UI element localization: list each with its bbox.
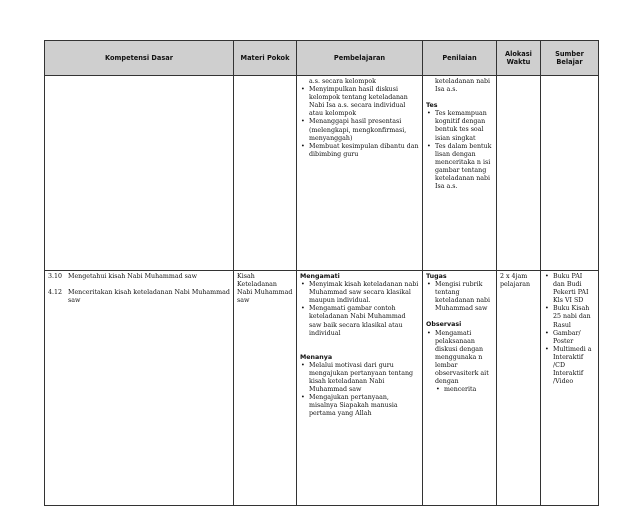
row1-pembelajaran — [297, 76, 423, 271]
header-penilaian: Penilaian — [423, 41, 497, 76]
kd-item — [48, 273, 230, 281]
list-item: • Tes dalam bentuk lisan dengan menceritaka n isi gambar tentang keteladanan nabi Isa a.s. — [426, 143, 493, 192]
list-item: • Buku PAI dan Budi Pekerti PAI Kls VI SD — [544, 273, 595, 305]
header-row — [45, 41, 599, 76]
kd-text: Menceritakan kisah keteladanan Nabi Muhammad saw — [68, 289, 230, 305]
observasi-heading: Observasi — [426, 321, 462, 329]
list-item: • Buku Kisah 25 nabi dan Rasul — [544, 305, 595, 329]
kd-text: Mengetahui kisah Nabi Muhammad saw — [68, 273, 197, 280]
syllabus-table — [44, 40, 599, 506]
row1-pembelajaran-list — [300, 86, 419, 159]
row1-penilaian-heading: Tes — [426, 102, 438, 110]
row2-pembelajaran — [297, 271, 423, 506]
row1-penilaian-list — [426, 110, 493, 191]
list-item: • Menyimak kisah keteladanan nabi Muhammad saw secara klasikal maupun individual. — [300, 281, 419, 305]
observasi-list — [426, 330, 493, 387]
list-item: • Multimedi a Interaktif /CD Interaktif /Video — [544, 346, 595, 386]
list-item: • Menyimpulkan hasil diskusi kelompok tentang keteladanan Nabi Isa a.s. secara individual atau kelompok — [300, 86, 419, 118]
list-item: • Gambar/ Poster — [544, 330, 595, 346]
row1-kompetensi-dasar — [45, 76, 234, 271]
row1-pembelajaran-lead: a.s. secara kelompok — [309, 78, 376, 85]
header-sumber-belajar: Sumber Belajar — [541, 41, 599, 76]
row1-penilaian-lead: keteladanan nabi Isa a.s. — [435, 78, 491, 94]
row2-penilaian — [423, 271, 497, 506]
mengamati-list — [300, 281, 419, 338]
row1-sumber-belajar — [541, 76, 599, 271]
menanya-heading: Menanya — [300, 353, 333, 361]
observasi-sublist — [435, 386, 493, 394]
mengamati-heading: Mengamati — [300, 273, 340, 280]
row1-materi-pokok — [234, 76, 297, 271]
sumber-belajar-list — [544, 273, 595, 386]
tugas-list — [426, 281, 493, 313]
list-item: • mencerita — [435, 386, 493, 394]
list-item: • Mengamati gambar contoh keteladanan Nabi Muhammad saw baik secara klasikal atau individual — [300, 305, 419, 337]
header-kompetensi-dasar: Kompetensi Dasar — [45, 41, 234, 76]
row1-alokasi-waktu — [497, 76, 541, 271]
row1-penilaian — [423, 76, 497, 271]
header-pembelajaran: Pembelajaran — [297, 41, 423, 76]
list-item: • Menanggapi hasil presentasi (melengkapi, mengkonfirmasi, menyanggah) — [300, 118, 419, 142]
list-item: • Membuat kesimpulan dibantu dan dibimbing guru — [300, 143, 419, 159]
kd-item — [48, 289, 230, 305]
header-materi-pokok: Materi Pokok — [234, 41, 297, 76]
table-row — [45, 76, 599, 271]
row2-sumber-belajar — [541, 271, 599, 506]
tugas-heading: Tugas — [426, 273, 447, 280]
row2-alokasi-waktu: 2 x 4jam pelajaran — [497, 271, 541, 506]
list-item: • Tes kemampuan kognitif dengan bentuk tes soal isian singkat — [426, 110, 493, 142]
list-item: • Melalui motivasi dari guru mengajukan pertanyaan tentang kisah keteladanan Nabi Muhammad saw — [300, 362, 419, 394]
menanya-list — [300, 362, 419, 419]
list-item: • Mengajukan pertanyaan, misalnya Siapakah manusia pertama yang Allah — [300, 394, 419, 418]
list-item: • Mengamati pelaksanaan diskusi dengan menggunaka n lembar observasiterk ait dengan — [426, 330, 493, 387]
table-row — [45, 271, 599, 506]
kd-number: 4.12 — [48, 289, 63, 297]
kd-number: 3.10 — [48, 273, 63, 280]
header-alokasi-waktu: Alokasi Waktu — [497, 41, 541, 76]
row2-kompetensi-dasar — [45, 271, 234, 506]
row2-materi-pokok: Kisah Keteladanan Nabi Muhammad saw — [234, 271, 297, 506]
list-item: • Mengisi rubrik tentang keteladanan nabi Muhammad saw — [426, 281, 493, 313]
